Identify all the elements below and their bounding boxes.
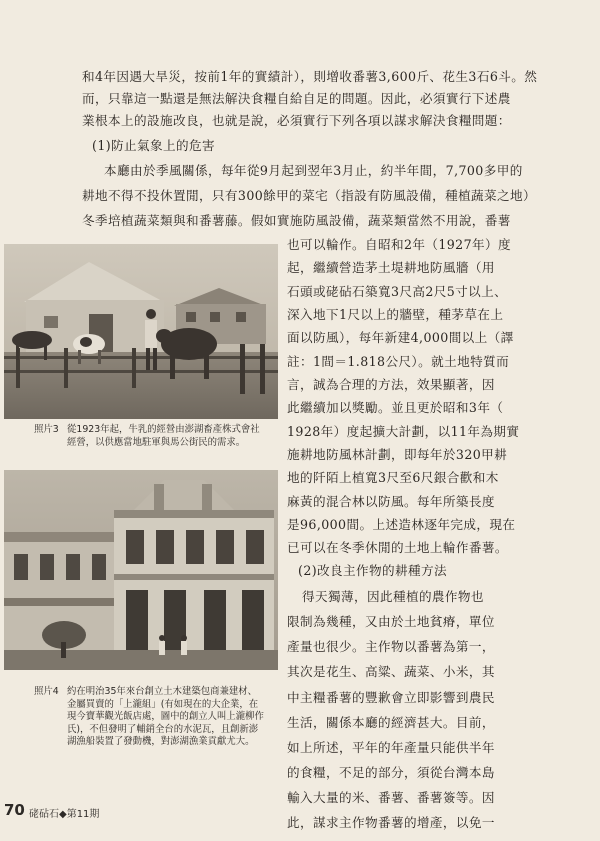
text-line: 和4年因遇大旱災，按前1年的實績計），則增收番薯3,600斤、花生3石6斗。然 — [82, 69, 538, 84]
text-line: 耕地不得不投休置閒，只有300餘甲的菜宅（指設有防風設備，種植蔬菜之地） — [82, 188, 537, 203]
section-heading: (2)改良主作物的耕種方法 — [298, 563, 447, 578]
text-line: 此，謀求主作物番薯的增產，以免一 — [287, 815, 495, 830]
photo4-label: 照片4 — [34, 686, 59, 697]
text-line: 輸入大量的米、番薯、番薯簽等。因 — [287, 790, 495, 805]
text-line: 1928年）度起擴大計劃，以11年為期實 — [287, 424, 520, 439]
text-line: 言，誠為合理的方法，效果顯著，因 — [287, 377, 495, 392]
text-line: 本廳由於季風關係，每年從9月起到翌年3月止，約半年間，7,700多甲的 — [104, 163, 523, 178]
page-number: 70 — [4, 801, 25, 819]
photo4-caption-text: 約在明治35年來台創立土木建築包商兼建材、金屬買賣的「上瀧組」(有如現在的大企業，在現今寶華觀光飯店處，圖中的創立人叫上瀧柳作氏)，不但發明了輔銷全台的水泥瓦，且創新澎湖漁船裝置了發動機，對澎湖漁業貢獻尤大。 — [67, 686, 264, 747]
text-line: 如上所述，平年的年產量只能供半年 — [287, 740, 495, 755]
text-line: 深入地下1尺以上的牆壁，種茅草在上 — [287, 307, 504, 322]
text-line: 施耕地防風林計劃，即每年於320甲耕 — [287, 447, 508, 462]
text-line: 業根本上的設施改良，也就是說，必須實行下列各項以謀求解決食糧問題： — [82, 113, 511, 128]
text-line: 生活，關係本廳的經濟甚大。目前， — [287, 715, 495, 730]
text-line: 石頭或硓砧石築寬3尺高2尺5寸以上、 — [287, 284, 508, 299]
text-line: 註：1間＝1.818公尺）。就土地特質而 — [287, 354, 510, 369]
text-line: 起，繼續營造茅土堤耕地防風牆（用 — [287, 260, 495, 275]
text-line: 也可以輪作。自昭和2年（1927年）度 — [287, 237, 511, 252]
photo3-caption-text: 從1923年起，牛乳的經營由澎湖畜產株式會社經營，以供應當地駐軍與馬公街民的需求。 — [67, 424, 260, 448]
text-line: 面以防風），每年新建4,000間以上（譯 — [287, 330, 514, 345]
text-line: 中主糧番薯的豐歉會立即影響到農民 — [287, 690, 495, 705]
dairy-farm-illustration — [4, 244, 278, 419]
text-line: 的食糧，不足的部分，須從台灣本島 — [287, 765, 495, 780]
text-line: 此繼續加以獎勵。並且更於昭和3年（ — [287, 400, 504, 415]
text-line: 其次是花生、高粱、蔬菜、小米，其 — [287, 664, 495, 679]
text-line: 地的阡陌上植寬3尺至6尺銀合歡和木 — [287, 470, 499, 485]
photo3-label: 照片3 — [34, 424, 59, 435]
photo3-caption — [34, 424, 274, 464]
building-illustration — [4, 470, 278, 670]
magazine-title: 硓砧石◆第11期 — [29, 809, 100, 820]
text-line: 冬季培植蔬菜類與和番薯藤。假如實施防風設備，蔬菜類當然不用說，番薯 — [82, 213, 511, 228]
text-line: 得天獨薄，因此種植的農作物也 — [302, 589, 484, 604]
photo4-caption — [34, 686, 274, 786]
photo-dairy-farm — [4, 244, 278, 419]
text-line: 是96,000間。上述造林逐年完成，現在 — [287, 517, 516, 532]
text-line: 已可以在冬季休閒的土地上輪作番薯。 — [287, 540, 508, 555]
text-line: 產量也很少。主作物以番薯為第一， — [287, 639, 495, 654]
text-line: 而，只靠這一點還是無法解決食糧自給自足的問題。因此，必須實行下述農 — [82, 91, 511, 106]
photo-kamitaki-building — [4, 470, 278, 670]
text-line: 限制為幾種，又由於土地貧瘠，單位 — [287, 614, 495, 629]
section-heading: (1)防止氣象上的危害 — [92, 138, 215, 153]
text-line: 麻黃的混合林以防風。每年所築長度 — [287, 494, 495, 509]
